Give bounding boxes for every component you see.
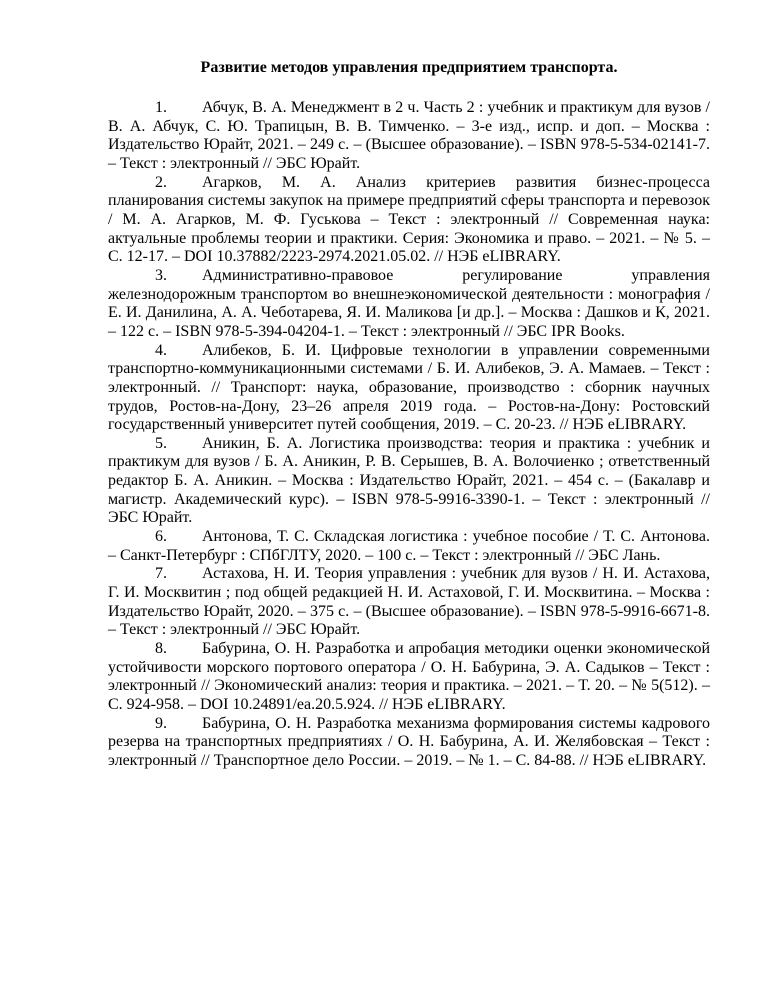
reference-number: 5. <box>155 434 167 452</box>
reference-text: Административно-правовое регулирование управления железнодорожным транспортом во внешнеэкономической деятельности : монография / Е. И. Данилина, А. А. Чеботарева, Я. И. Маликова [и др.]. – Москва : Дашков и К, 2021. – 122 с. – ISBN 978-5-394-04204-1. – Текст : электронный // ЭБС IPR Books. <box>108 266 710 340</box>
reference-text: Бабурина, О. Н. Разработка и апробация методики оценки экономической устойчивости морского портового оператора / О. Н. Бабурина, Э. А. Садыков – Текст : электронный // Экономический анализ: теория и практика. – 2021. – Т. 20. – № 5(512). – С. 924-958. – DOI 10.24891/ea.20.5.924. // НЭБ eLIBRARY. <box>108 640 710 713</box>
reference-number: 9. <box>155 714 167 732</box>
reference-item <box>108 528 710 565</box>
reference-number: 3. <box>155 266 167 284</box>
reference-number: 1. <box>155 99 167 116</box>
reference-item <box>108 640 710 715</box>
reference-text: Антонова, Т. С. Складская логистика : учебное пособие / Т. С. Антонова. – Санкт-Петербург : СПбГЛТУ, 2020. – 100 с. – Текст : электронный // ЭБС Лань. <box>108 528 710 564</box>
document-page <box>108 58 710 771</box>
reference-text: Абчук, В. А. Менеджмент в 2 ч. Часть 2 : учебник и практикум для вузов / В. А. Абчук, С. Ю. Трапицын, В. В. Тимченко. – 3-е изд., испр. и доп. – Москва : Издательство Юрайт, 2021. – 249 с. – (Высшее образование). – ISBN 978-5-534-02141-7. – Текст : электронный // ЭБС Юрайт. <box>108 99 710 172</box>
reference-number: 8. <box>155 640 167 658</box>
reference-text: Бабурина, О. Н. Разработка механизма формирования системы кадрового резерва на транспортных предприятиях / О. Н. Бабурина, А. И. Желябовская – Текст : электронный // Транспортное дело России. – 2019. – № 1. – С. 84-88. // НЭБ eLIBRARY. <box>108 714 710 769</box>
reference-number: 2. <box>155 173 167 191</box>
reference-item <box>108 267 710 342</box>
reference-item <box>108 99 710 174</box>
reference-text: Агарков, М. А. Анализ критериев развития бизнес-процесса планирования системы закупок на примере предприятий сферы транспорта и перевозок / М. А. Агарков, М. Ф. Гуськова – Текст : электронный // Современная наука: актуальные проблемы теории и практики. Серия: Экономика и право. – 2021. – № 5. – С. 12-17. – DOI 10.37882/2223-2974.2021.05.02. // НЭБ eLIBRARY. <box>108 173 710 266</box>
reference-number: 6. <box>155 528 167 546</box>
document-title: Развитие методов управления предприятием транспорта. <box>200 59 618 76</box>
reference-item <box>108 342 710 435</box>
reference-list <box>108 99 710 771</box>
reference-number: 7. <box>155 565 167 583</box>
reference-text: Алибеков, Б. И. Цифровые технологии в управлении современными транспортно-коммуникационными системами / Б. И. Алибеков, Э. А. Мамаев. – Текст : электронный. // Транспорт: наука, образование, производство : сборник научных трудов, Ростов-на-Дону, 23–26 апреля 2019 года. – Ростов-на-Дону: Ростовский государственный университет путей сообщения, 2019. – С. 20-23. // НЭБ eLIBRARY. <box>108 341 710 434</box>
reference-text: Астахова, Н. И. Теория управления : учебник для вузов / Н. И. Астахова, Г. И. Москвитин ; под общей редакцией Н. И. Астаховой, Г. И. Москвитина. – Москва : Издательство Юрайт, 2020. – 375 с. – (Высшее образование). – ISBN 978-5-9916-6671-8. – Текст : электронный // ЭБС Юрайт. <box>108 565 710 639</box>
reference-item <box>108 435 710 528</box>
reference-item <box>108 565 710 640</box>
reference-text: Аникин, Б. А. Логистика производства: теория и практика : учебник и практикум для вузов / Б. А. Аникин, Р. В. Серышев, В. А. Волочиенко ; ответственный редактор Б. А. Аникин. – Москва : Издательство Юрайт, 2021. – 454 с. – (Бакалавр и магистр. Академический курс). – ISBN 978-5-9916-3390-1. – Текст : электронный // ЭБС Юрайт. <box>108 434 710 527</box>
reference-number: 4. <box>155 341 167 359</box>
reference-item <box>108 715 710 771</box>
reference-item <box>108 174 710 267</box>
